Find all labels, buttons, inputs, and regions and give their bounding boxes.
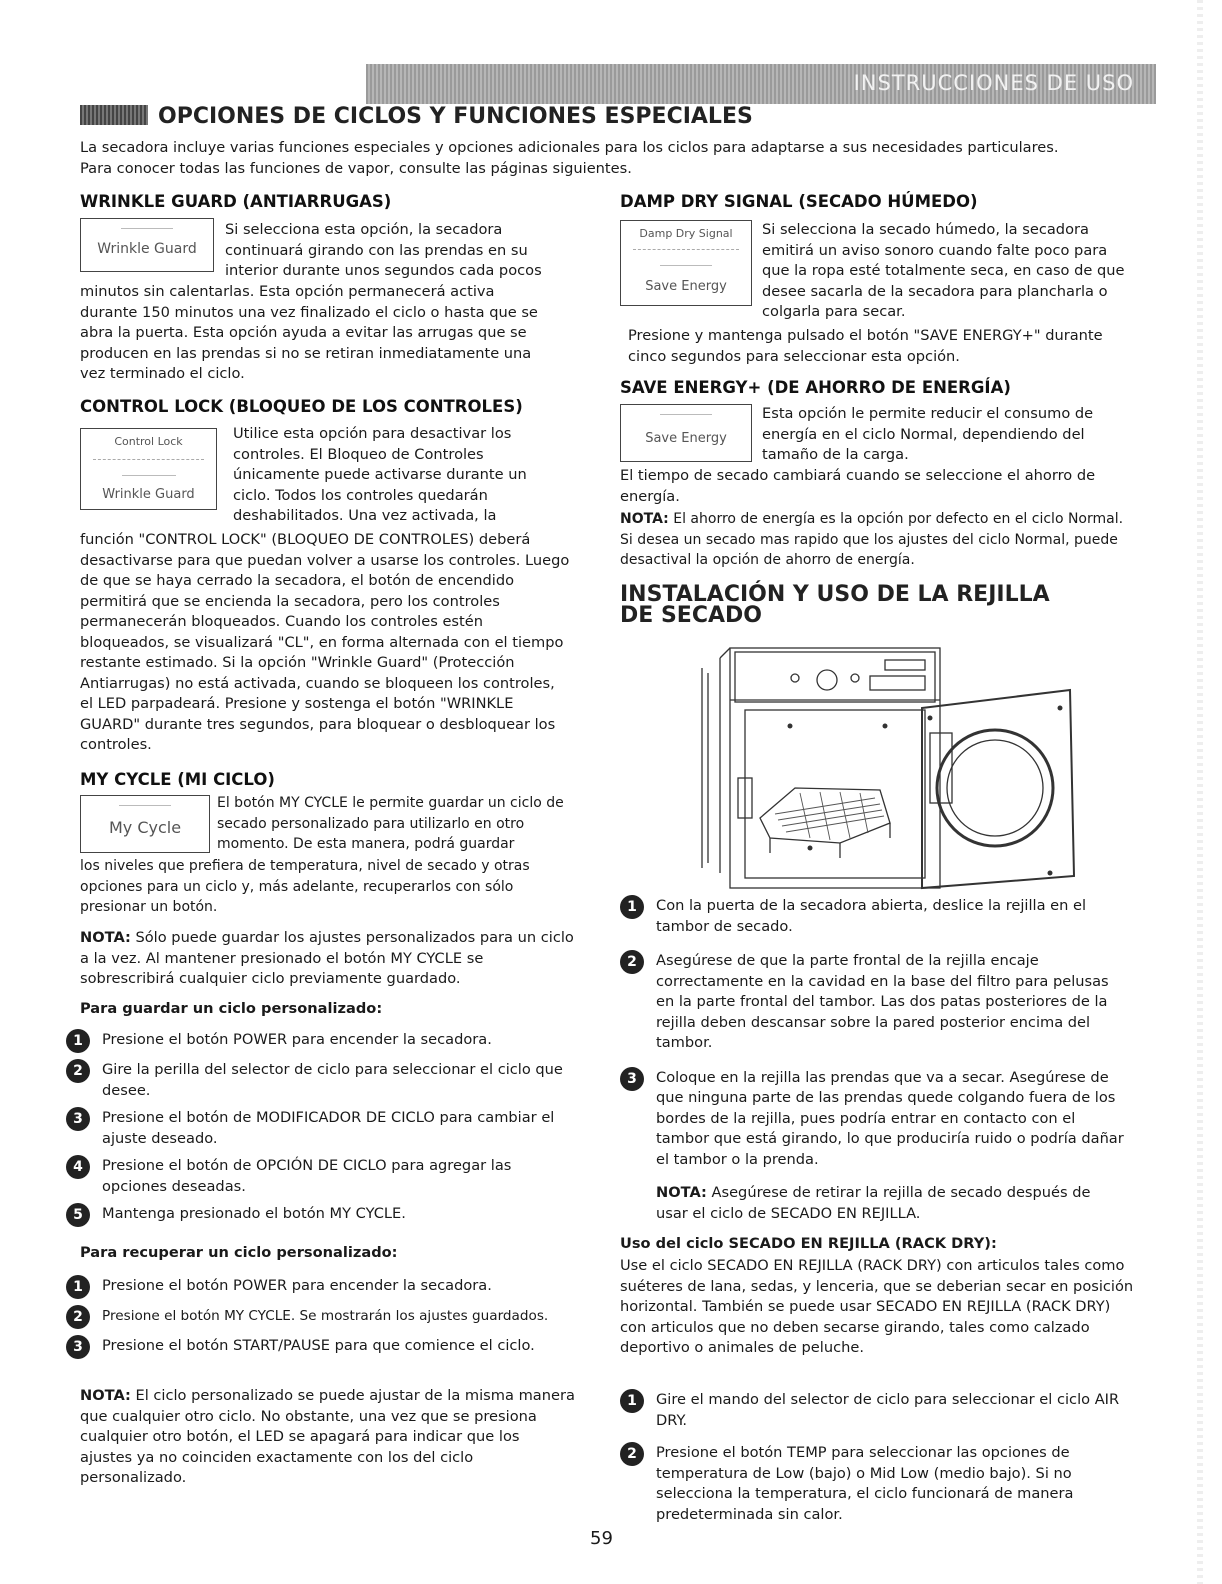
rack-title: INSTALACIÓN Y USO DE LA REJILLA DE SECADO <box>620 582 1050 628</box>
list-item: 2 Presione el botón TEMP para seleccionar las opciones de temperatura de Low (bajo) o Mid Low (medio bajo). Si no selecciona la temperatura, el ciclo funcionará de manera predeterminada sin calor. <box>620 1443 1130 1525</box>
list-item: 1 Presione el botón POWER para encender la secadora. <box>66 1030 566 1053</box>
save-energy-text: El tiempo de secado cambiará cuando se seleccione el ahorro de energía. <box>620 467 1096 505</box>
list-item: 1 Gire el mando del selector de ciclo para seleccionar el ciclo AIR DRY. <box>620 1390 1130 1431</box>
control-lock-heading: CONTROL LOCK (BLOQUEO DE LOS CONTROLES) <box>80 397 523 416</box>
control-lock-text: función "CONTROL LOCK" (BLOQUEO DE CONTROLES) deberá desactivarse para que puedan volver a usarse los controles. Luego de que se haya cerrado la secadora, el botón de encendido permitirá que se encienda la secadora, pero los controles permanecerán bloqueados. Cuando los controles estén bloqueados, se visualizará "CL", en forma alternada con el tiempo restante estimado. Si la opción "Wrinkle Guard" (Protección Antiarrugas) no está activada, cuando se bloqueen los controles, el LED parpadeará. Presione y sostenga el botón "WRINKLE GUARD" durante tres segundos, para bloquear o desbloquear los controles. <box>80 531 570 753</box>
wrinkle-guard-text: minutos sin calentarlas. Esta opción permanecerá activa durante 150 minutos una vez finalizado el ciclo o hasta que se abra la puerta. Esta opción ayuda a evitar las arrugas que se producen en las prendas si no se retiran inmediatamente una vez terminado el ciclo. <box>80 283 538 382</box>
step-number-icon: 3 <box>66 1335 90 1359</box>
damp-dry-panel-save-energy-label: Save Energy <box>645 279 727 294</box>
my-cycle-side-text: El botón MY CYCLE le permite guardar un ciclo de secado personalizado para utilizarlo en otro momento. De esta manera, podrá guardar <box>217 795 564 852</box>
recall-cycle-steps <box>66 1276 566 1366</box>
step-number-icon: 2 <box>66 1059 90 1083</box>
my-cycle-text: los niveles que prefiera de temperatura, nivel de secado y otras opciones para un ciclo y, más adelante, recuperarlos con sólo presionar un botón. <box>80 858 530 915</box>
save-energy-note: NOTA: El ahorro de energía es la opción por defecto en el ciclo Normal. Si desea un secado mas rapido que los ajustes del ciclo Normal, puede desactival la opción de ahorro de energía. <box>620 511 1124 568</box>
damp-dry-panel-image <box>620 220 752 306</box>
rack-dry-heading: Uso del ciclo SECADO EN REJILLA (RACK DRY): <box>620 1235 997 1252</box>
list-item: 2 Presione el botón MY CYCLE. Se mostrarán los ajustes guardados. <box>66 1306 566 1329</box>
page-number: 59 <box>590 1528 613 1549</box>
note-label: NOTA: <box>80 1387 131 1404</box>
save-cycle-steps <box>66 1030 566 1234</box>
damp-dry-text: Presione y mantenga pulsado el botón "SAVE ENERGY+" durante cinco segundos para seleccionar esta opción. <box>628 327 1103 365</box>
save-energy-side-text: Esta opción le permite reducir el consumo de energía en el ciclo Normal, dependiendo del tamaño de la carga. <box>762 405 1094 463</box>
step-number-icon: 1 <box>66 1029 90 1053</box>
my-cycle-note: NOTA: Sólo puede guardar los ajustes personalizados para un ciclo a la vez. Al mantener presionado el botón MY CYCLE se sobrescribirá cualquier ciclo previamente guardado. <box>80 929 574 987</box>
step-number-icon: 1 <box>620 895 644 919</box>
title-marker-icon <box>80 105 148 125</box>
rack-note: NOTA: Asegúrese de retirar la rejilla de secado después de usar el ciclo de SECADO EN REJILLA. <box>656 1184 1091 1222</box>
wrinkle-guard-side-text: Si selecciona esta opción, la secadora continuará girando con las prendas en su interior durante unos segundos cada pocos <box>225 221 542 279</box>
scan-edge <box>1197 0 1203 1584</box>
step-number-icon: 2 <box>620 950 644 974</box>
recall-cycle-heading: Para recuperar un ciclo personalizado: <box>80 1244 398 1261</box>
dryer-rack-illustration <box>690 638 1080 890</box>
my-cycle-panel-label: My Cycle <box>108 818 182 837</box>
note-label: NOTA: <box>656 1184 707 1201</box>
page-title: OPCIONES DE CICLOS Y FUNCIONES ESPECIALES <box>80 104 753 129</box>
list-item: 3 Presione el botón de MODIFICADOR DE CICLO para cambiar el ajuste deseado. <box>66 1108 566 1149</box>
step-number-icon: 2 <box>66 1305 90 1329</box>
list-item: 3 Coloque en la rejilla las prendas que va a secar. Asegúrese de que ninguna parte de las prendas quede colgando fuera de los bordes de la rejilla, pues podría entrar en contacto con el tambor que está girando, lo que produciría ruido o podría dañar el tambor o la prenda. <box>620 1068 1130 1171</box>
list-item: 2 Asegúrese de que la parte frontal de la rejilla encaje correctamente en la cavidad en la base del filtro para pelusas en la parte frontal del tambor. Las dos patas posteriores de la rejilla deben descansar sobre la pared posterior encima del tambor. <box>620 951 1130 1054</box>
list-item: 5 Mantenga presionado el botón MY CYCLE. <box>66 1204 566 1227</box>
control-lock-side-text: Utilice esta opción para desactivar los controles. El Bloqueo de Controles únicamente puede activarse durante un ciclo. Todos los controles quedarán deshabilitados. Una vez activada, la <box>233 425 527 524</box>
list-item: 4 Presione el botón de OPCIÓN DE CICLO para agregar las opciones deseadas. <box>66 1156 566 1197</box>
damp-dry-side-text: Si selecciona la secado húmedo, la secadora emitirá un aviso sonoro cuando falte poco para que la ropa esté totalmente seca, en caso de que desee sacarla de la secadora para plancharla o colgarla para secar. <box>762 221 1125 320</box>
wrinkle-guard-panel-image <box>80 218 214 272</box>
wrinkle-guard-panel-label: Wrinkle Guard <box>97 241 197 257</box>
list-item: 1 Presione el botón POWER para encender la secadora. <box>66 1276 566 1299</box>
damp-dry-panel-label: Damp Dry Signal <box>639 227 733 240</box>
step-number-icon: 1 <box>66 1275 90 1299</box>
save-energy-panel-label: Save Energy <box>645 431 727 446</box>
step-number-icon: 4 <box>66 1155 90 1179</box>
banner-text: INSTRUCCIONES DE USO <box>853 71 1134 95</box>
my-cycle-note-2: NOTA: El ciclo personalizado se puede ajustar de la misma manera que cualquier otro ciclo. No obstante, una vez que se presiona cualquier otro botón, el LED se apagará para indicar que los ajustes ya no coinciden exactamente con los del ciclo personalizado. <box>80 1387 575 1486</box>
control-lock-panel-image <box>80 428 217 510</box>
list-item: 1 Con la puerta de la secadora abierta, deslice la rejilla en el tambor de secado. <box>620 896 1130 937</box>
list-item: 3 Presione el botón START/PAUSE para que comience el ciclo. <box>66 1336 566 1359</box>
control-lock-panel-wrinkle-label: Wrinkle Guard <box>102 487 195 502</box>
list-item: 2 Gire la perilla del selector de ciclo para seleccionar el ciclo que desee. <box>66 1060 566 1101</box>
step-number-icon: 5 <box>66 1203 90 1227</box>
step-number-icon: 2 <box>620 1442 644 1466</box>
my-cycle-heading: MY CYCLE (MI CICLO) <box>80 770 275 789</box>
save-energy-heading: SAVE ENERGY+ (DE AHORRO DE ENERGÍA) <box>620 378 1011 397</box>
rack-dry-steps <box>620 1390 1130 1532</box>
wrinkle-guard-heading: WRINKLE GUARD (ANTIARRUGAS) <box>80 192 392 211</box>
section-banner <box>366 64 1156 104</box>
rack-dry-text: Use el ciclo SECADO EN REJILLA (RACK DRY) con articulos tales como suéteres de lana, sedas, y lenceria, que se deberian secar en posición horizontal. También se puede usar SECADO EN REJILLA (RACK DRY) con articulos que no deben secarse girando, tales como calzado deportivo o animales de peluche. <box>620 1257 1134 1356</box>
damp-dry-heading: DAMP DRY SIGNAL (SECADO HÚMEDO) <box>620 192 978 211</box>
save-energy-panel-image <box>620 404 752 462</box>
note-label: NOTA: <box>620 511 669 527</box>
save-cycle-heading: Para guardar un ciclo personalizado: <box>80 1000 383 1017</box>
my-cycle-panel-image <box>80 795 210 853</box>
note-label: NOTA: <box>80 929 131 946</box>
control-lock-panel-label: Control Lock <box>114 435 183 448</box>
rack-steps <box>620 896 1130 1184</box>
intro-text: La secadora incluye varias funciones especiales y opciones adicionales para los ciclos para adaptarse a sus necesidades particulares. Para conocer todas las funciones de vapor, consulte las páginas siguientes. <box>80 139 1059 177</box>
step-number-icon: 3 <box>66 1107 90 1131</box>
step-number-icon: 1 <box>620 1389 644 1413</box>
step-number-icon: 3 <box>620 1067 644 1091</box>
